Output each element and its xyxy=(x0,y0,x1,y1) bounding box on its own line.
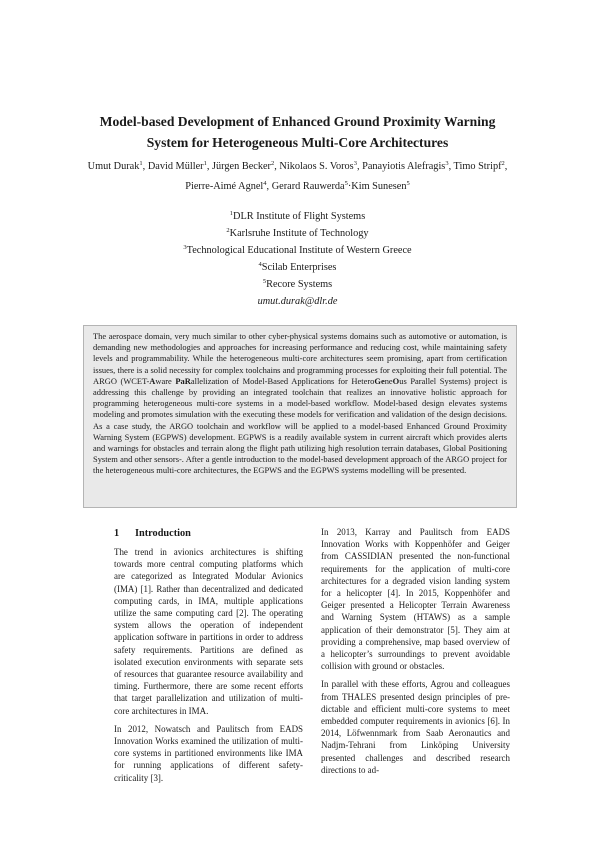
author: Pierre-Aimé Agnel$^4$, xyxy=(185,180,272,192)
author: Kim Sunesen$^5$ xyxy=(351,180,410,192)
author: Nikolaos S. Voros$^3$, xyxy=(279,160,363,172)
author-list xyxy=(60,157,535,197)
author: Gerard Rauwerda$^5$· xyxy=(271,180,352,192)
affiliation: $^4$Scilab Enterprises xyxy=(258,261,337,273)
left-column xyxy=(114,524,303,790)
abstract-box xyxy=(83,325,517,508)
author: David Müller$^1$, xyxy=(147,160,212,172)
paragraph: In 2013, Karray and Paulitsch from EADS Innovation Works with Koppenhöfer and Geiger from CASSIDIAN presented the non-functional requirements for the application of multi-core architectures for a degraded vision landing system for a helicopter [4]. In 2015, Koppenhöfer and Geiger presented a Helicopter Terrain Awareness and Warning System (HTAWS) as a sample application of their demonstrator [5]. They aim at providing a comprehensive, map based overview of a helicopter’s surroundings to prevent avoidable collision with ground or obstacles. xyxy=(321,527,510,672)
affiliation: $^1$DLR Institute of Flight Systems xyxy=(229,210,366,222)
affiliation: $^2$Karlsruhe Institute of Technology xyxy=(226,227,369,239)
paragraph: The trend in avionics architectures is shifting towards more central computing platforms which are categorized as Integrated Modular Avionics (IMA) [1]. Rather than decentralized and dedicated computing cards, in IMA, multiple applications utilize the same computing card [2]. The operating system allows the operation of independent application software in partitions in order to address safety requirements. Partitions are defined as isolated execution environments with separate sets of resources that guarantee resource availability and timing. Furthermore, there are some recent efforts that target parallelization and utilization of multi-core architectures in IMA. xyxy=(114,547,303,716)
contact-email[interactable]: umut.durak@dlr.de xyxy=(257,296,338,307)
author: Umut Durak$^1$, xyxy=(87,160,148,172)
paragraph: In parallel with these efforts, Agrou and colleagues from THALES presented design principles of predictable and efficient multi-core systems to meet embedded computer requirements in avionics [6]. In 2014, Löfwennmark from Saab Aeronautics and Nadjm-Tehrani from Linköping University presented challenges and described research directions to ad- xyxy=(321,679,510,775)
affiliation: $^3$Technological Educational Institute of Western Greece xyxy=(183,244,412,256)
author: Panayiotis Alefragis$^3$, xyxy=(362,160,454,172)
right-column xyxy=(321,526,510,782)
author: Jürgen Becker$^2$, xyxy=(211,160,280,172)
affiliation: $^5$Recore Systems xyxy=(262,278,333,290)
paragraph: In 2012, Nowatsch and Paulitsch from EADS Innovation Works examined the utilization of multi-core systems in partitioned environments like IMA for running applications of different safety-criticality [3]. xyxy=(114,723,303,783)
affiliation-list xyxy=(60,208,535,310)
title-line-1: Model-based Development of Enhanced Ground Proximity Warning xyxy=(99,114,496,129)
section-heading xyxy=(114,527,303,540)
title-line-2: System for Heterogeneous Multi-Core Architectures xyxy=(146,135,449,150)
author: Timo Stripf$^2$, xyxy=(453,160,508,172)
section-number: 1 xyxy=(114,528,120,539)
abstract-text: The aerospace domain, very much similar to other cyber-physical systems domains such as automotive or automation, is demanding new methodologies and approaches for increasing performance and reducing cost, while maintaining safety levels and programmability. While the heterogeneous multi-core architectures seem promising, apart from certification issues, there is a solid necessity for complex toolchains and programming processes for exploiting their full potential. The ARGO (WCET-Aware PaRallelization of Model-Based Applications for HeteroGeneOus Parallel Systems) project is addressing this challenge by providing an integrated toolchain that realizes an innovative holistic approach for programming heterogeneous multi-core systems in a model-based workflow. Model-based design elevates systems modeling and promotes simulation with the executing these models for verification and validation of the design decisions. As a case study, the ARGO toolchain and workflow will be applied to a model-based Enhanced Ground Proximity Warning System (EGPWS) development. EGPWS is a readily available system in current aircraft which provides alerts and warnings for obstacles and terrain along the flight path utilizing high resolution terrain databases, Global Positioning System and other sensors-. After a gentle introduction to the model-based development approach of the ARGO project for the heterogeneous multi-core architectures, the EGPWS and the EGPWS systems modelling will be presented. xyxy=(93,331,507,476)
paper-title xyxy=(60,111,535,153)
section-title: Introduction xyxy=(135,528,191,539)
